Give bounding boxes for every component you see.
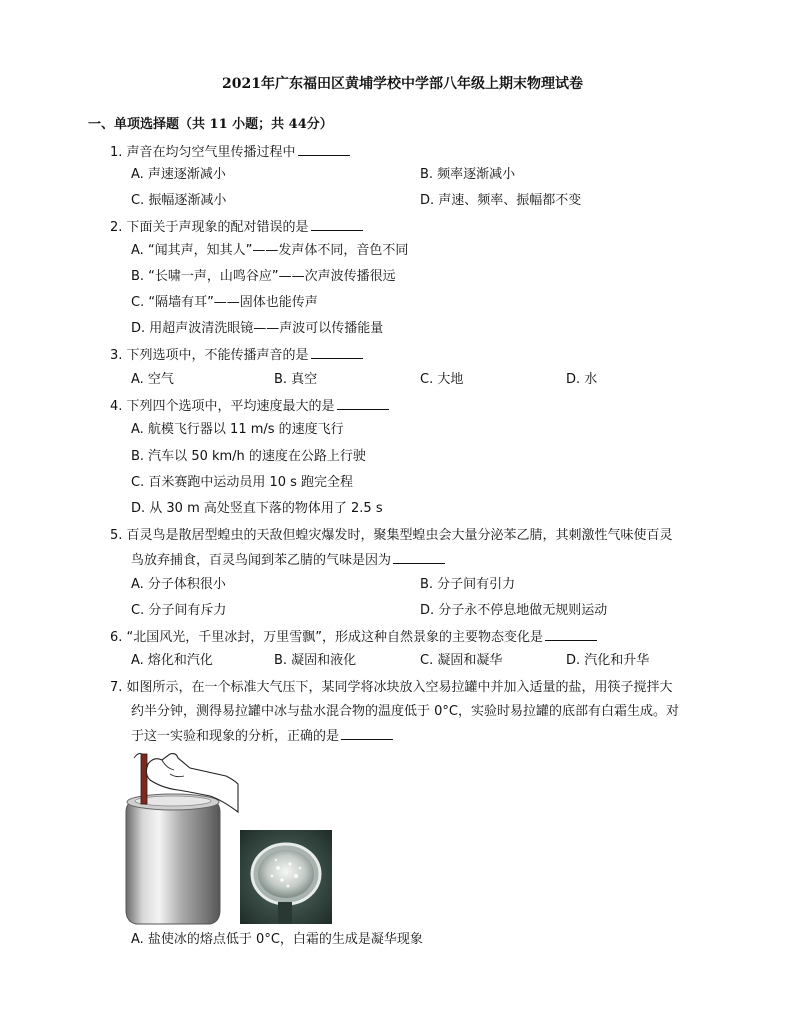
section-heading: 一、单项选择题（共 11 小题；共 44分） <box>88 117 333 132</box>
answer-blank[interactable] <box>311 218 363 231</box>
answer-blank[interactable] <box>298 143 350 156</box>
question-3-option-a[interactable]: A. 空气 <box>131 372 174 387</box>
question-5-option-d[interactable]: D. 分子永不停息地做无规则运动 <box>420 603 608 618</box>
question-4-stem: 4. 下列四个选项中，平均速度最大的是 <box>110 397 389 416</box>
question-5-option-b[interactable]: B. 分子间有引力 <box>420 577 516 592</box>
question-7-stem-line1: 7. 如图所示，在一个标准大气压下，某同学将冰块放入空易拉罐中并加入适量的盐，用筷子搅拌大 <box>110 680 673 695</box>
question-4-option-a[interactable]: A. 航模飞行器以 11 m/s 的速度飞行 <box>131 422 344 437</box>
question-2-option-a[interactable]: A. “闻其声，知其人”——发声体不同，音色不同 <box>131 243 409 258</box>
answer-blank[interactable] <box>311 346 363 359</box>
question-1-stem: 1. 声音在均匀空气里传播过程中 <box>110 143 350 162</box>
question-6-option-a[interactable]: A. 熔化和汽化 <box>131 653 213 668</box>
question-4-option-c[interactable]: C. 百米赛跑中运动员用 10 s 跑完全程 <box>131 475 354 490</box>
question-7-stem-line3: 于这一实验和现象的分析，正确的是 <box>131 727 393 746</box>
question-5-option-a[interactable]: A. 分子体积很小 <box>131 577 226 592</box>
answer-blank[interactable] <box>341 727 393 740</box>
question-5-option-c[interactable]: C. 分子间有斥力 <box>131 603 227 618</box>
question-6-option-b[interactable]: B. 凝固和液化 <box>274 653 357 668</box>
answer-blank[interactable] <box>337 397 389 410</box>
question-3-option-c[interactable]: C. 大地 <box>420 372 464 387</box>
question-7-option-a[interactable]: A. 盐使冰的熔点低于 0°C，白霜的生成是凝华现象 <box>131 932 423 947</box>
question-7-stem-line2: 约半分钟，测得易拉罐中冰与盐水混合物的温度低于 0°C，实验时易拉罐的底部有白霜生成。对 <box>131 704 679 719</box>
question-3-option-d[interactable]: D. 水 <box>566 372 598 387</box>
question-5-stem-line2: 鸟放弃捕食，百灵鸟闻到苯乙腈的气味是因为 <box>131 551 445 570</box>
question-6-stem: 6. “北国风光，千里冰封，万里雪飘”，形成这种自然景象的主要物态变化是 <box>110 628 597 647</box>
page-title: 2021年广东福田区黄埔学校中学部八年级上期末物理试卷 <box>222 76 583 92</box>
question-3-option-b[interactable]: B. 真空 <box>274 372 318 387</box>
question-1-option-b[interactable]: B. 频率逐渐减小 <box>420 167 516 182</box>
can-with-chopstick-illustration <box>118 750 240 930</box>
question-2-option-c[interactable]: C. “隔墙有耳”——固体也能传声 <box>131 295 318 310</box>
question-6-option-c[interactable]: C. 凝固和凝华 <box>420 653 503 668</box>
question-2-stem: 2. 下面关于声现象的配对错误的是 <box>110 218 363 237</box>
question-1-option-c[interactable]: C. 振幅逐渐减小 <box>131 193 227 208</box>
question-1-option-d[interactable]: D. 声速、频率、振幅都不变 <box>420 193 582 208</box>
question-2-option-d[interactable]: D. 用超声波清洗眼镜——声波可以传播能量 <box>131 321 384 336</box>
question-3-stem: 3. 下列选项中，不能传播声音的是 <box>110 346 363 365</box>
question-1-option-a[interactable]: A. 声速逐渐减小 <box>131 167 226 182</box>
question-4-option-d[interactable]: D. 从 30 m 高处竖直下落的物体用了 2.5 s <box>131 501 383 516</box>
question-5-stem-line1: 5. 百灵鸟是散居型蝗虫的天敌但蝗灾爆发时，聚集型蝗虫会大量分泌苯乙腈，其刺激性气味使百灵 <box>110 528 673 543</box>
frost-can-bottom-photo <box>240 830 332 924</box>
answer-blank[interactable] <box>545 628 597 641</box>
question-2-option-b[interactable]: B. “长啸一声，山鸣谷应”——次声波传播很远 <box>131 269 396 284</box>
question-6-option-d[interactable]: D. 汽化和升华 <box>566 653 650 668</box>
answer-blank[interactable] <box>393 551 445 564</box>
question-4-option-b[interactable]: B. 汽车以 50 km/h 的速度在公路上行驶 <box>131 449 366 464</box>
